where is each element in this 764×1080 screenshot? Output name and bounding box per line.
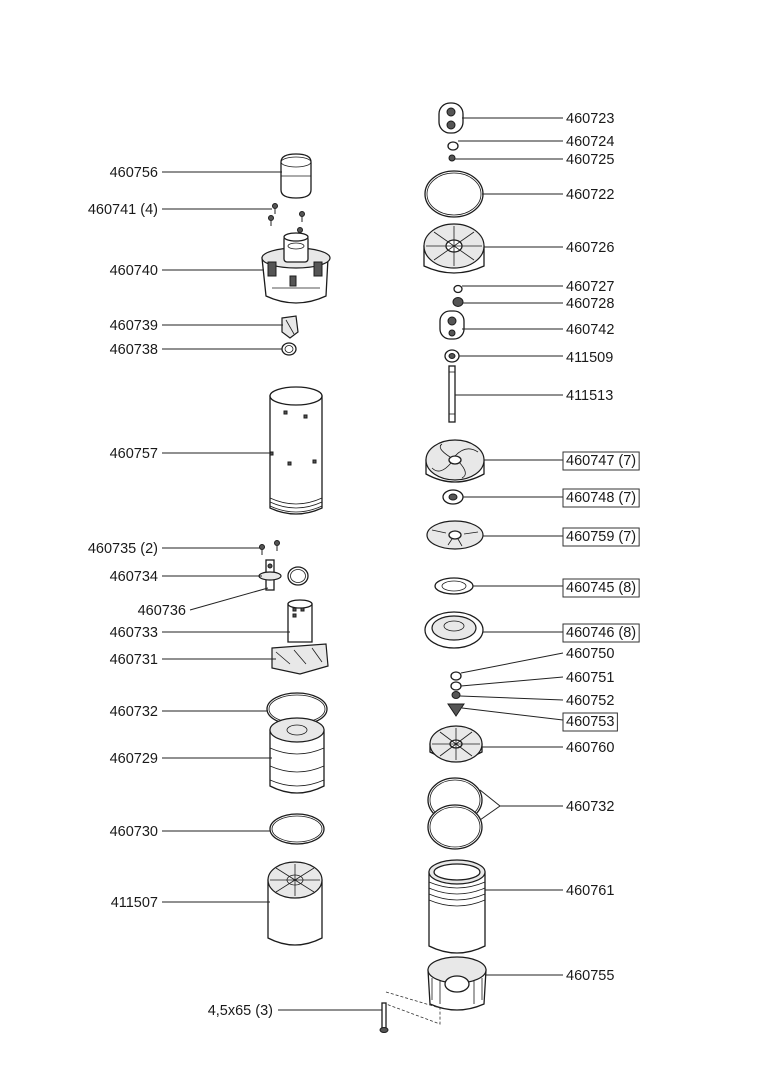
part-460733 bbox=[288, 600, 312, 642]
label-460742: 460742 bbox=[566, 322, 615, 338]
part-460724 bbox=[448, 142, 458, 150]
part-460740-motor-head bbox=[262, 233, 330, 303]
part-460751 bbox=[451, 682, 461, 690]
label-460751: 460751 bbox=[566, 670, 615, 686]
label-460759: 460759 (7) bbox=[566, 529, 637, 545]
label-460756: 460756 bbox=[109, 165, 158, 181]
part-460738-ring bbox=[282, 343, 296, 355]
part-460756-cap bbox=[281, 154, 311, 198]
part-460722-ring bbox=[425, 171, 483, 217]
part-460736-ring bbox=[288, 567, 308, 585]
label-460724: 460724 bbox=[566, 134, 615, 150]
part-460746 bbox=[425, 612, 483, 648]
label-460741: 460741 (4) bbox=[87, 202, 158, 218]
label-460755: 460755 bbox=[566, 968, 615, 984]
label-460732-right: 460732 bbox=[566, 799, 615, 815]
part-460723 bbox=[439, 103, 463, 133]
part-460745 bbox=[435, 578, 473, 594]
part-460727 bbox=[454, 286, 462, 293]
part-460752 bbox=[452, 692, 460, 699]
label-460761: 460761 bbox=[566, 883, 615, 899]
label-460725: 460725 bbox=[566, 152, 615, 168]
label-460735: 460735 (2) bbox=[87, 541, 158, 557]
part-460759 bbox=[427, 521, 483, 549]
label-460760: 460760 bbox=[566, 740, 615, 756]
part-460739 bbox=[282, 316, 298, 338]
right-labels bbox=[566, 111, 636, 984]
label-460722: 460722 bbox=[566, 187, 615, 203]
label-460726: 460726 bbox=[566, 240, 615, 256]
label-460752: 460752 bbox=[566, 693, 615, 709]
part-460730-ring bbox=[270, 814, 324, 844]
part-460761-sleeve bbox=[429, 860, 485, 953]
label-460727: 460727 bbox=[566, 279, 615, 295]
label-460740: 460740 bbox=[109, 263, 158, 279]
label-460734: 460734 bbox=[109, 569, 158, 585]
part-460734 bbox=[259, 560, 281, 590]
part-460735-screws bbox=[260, 541, 280, 556]
label-460733: 460733 bbox=[109, 625, 158, 641]
part-460747-impeller bbox=[426, 440, 484, 482]
label-460750: 460750 bbox=[566, 646, 615, 662]
label-460732-left: 460732 bbox=[109, 704, 158, 720]
label-460738: 460738 bbox=[109, 342, 158, 358]
part-460726 bbox=[424, 224, 484, 273]
label-460730: 460730 bbox=[109, 824, 158, 840]
label-bolt-4-5x65: 4,5x65 (3) bbox=[207, 1003, 273, 1019]
part-460731 bbox=[272, 644, 328, 674]
label-460736: 460736 bbox=[137, 603, 186, 619]
label-411509: 411509 bbox=[566, 350, 614, 366]
part-411507-housing bbox=[268, 862, 322, 945]
label-460747: 460747 (7) bbox=[566, 453, 637, 469]
part-411513-shaft bbox=[449, 366, 455, 422]
label-460731: 460731 bbox=[109, 652, 158, 668]
label-411507: 411507 bbox=[110, 895, 158, 911]
part-460725 bbox=[449, 155, 455, 161]
part-411509 bbox=[445, 350, 459, 362]
part-460757-tube bbox=[270, 387, 322, 514]
part-460753 bbox=[448, 704, 464, 716]
part-460748 bbox=[443, 490, 463, 504]
part-460728 bbox=[453, 298, 463, 307]
label-411513: 411513 bbox=[566, 388, 614, 404]
label-460729: 460729 bbox=[109, 751, 158, 767]
label-460753: 460753 bbox=[566, 714, 615, 730]
left-labels bbox=[88, 165, 273, 1019]
label-460745: 460745 (8) bbox=[566, 580, 637, 596]
label-460748: 460748 (7) bbox=[566, 490, 637, 506]
part-460760 bbox=[430, 726, 482, 762]
part-460750 bbox=[451, 672, 461, 680]
label-460728: 460728 bbox=[566, 296, 615, 312]
part-460742 bbox=[440, 311, 464, 339]
part-460755-strainer bbox=[428, 957, 486, 1010]
label-460723: 460723 bbox=[566, 111, 615, 127]
label-460739: 460739 bbox=[109, 318, 158, 334]
label-460746: 460746 (8) bbox=[566, 625, 637, 641]
leader-lines bbox=[162, 118, 563, 1010]
part-460729-stage-stack bbox=[270, 718, 324, 793]
part-460732-rings-right bbox=[428, 778, 482, 849]
label-460757: 460757 bbox=[109, 446, 158, 462]
